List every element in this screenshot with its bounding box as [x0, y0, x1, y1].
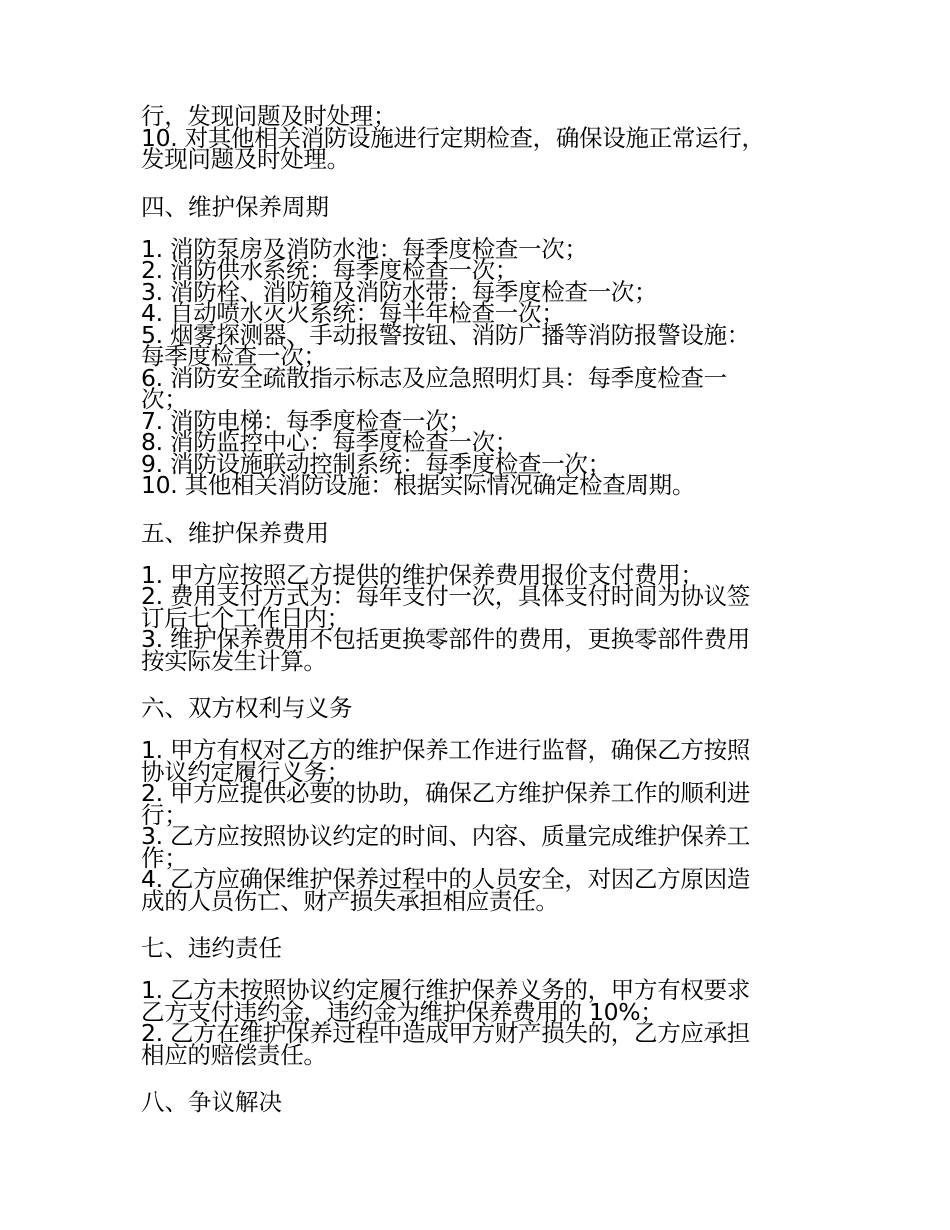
text-line: 10. 对其他相关消防设施进行定期检查，确保设施正常运行， [141, 123, 765, 152]
text-line: 3. 维护保养费用不包括更换零部件的费用，更换零部件费用 [141, 625, 750, 653]
text-line: 3. 乙方应按照协议约定的时间、内容、质量完成维护保养工 [141, 822, 750, 850]
section-body [141, 736, 801, 915]
text-line: 2. 乙方在维护保养过程中造成甲方财产损失的，乙方应承担 [141, 1019, 750, 1047]
text-line: 乙方支付违约金，违约金为维护保养费用的 10%； [141, 997, 664, 1026]
text-line: 1. 甲方应按照乙方提供的维护保养费用报价支付费用； [141, 560, 704, 589]
text-line: 2. 费用支付方式为：每年支付一次，具体支付时间为协议签 [141, 582, 750, 610]
text-line: 行； [141, 800, 188, 829]
section-heading: 四、维护保养周期 [141, 192, 329, 221]
text-line: 2. 甲方应提供必要的协助，确保乙方维护保养工作的顺利进 [141, 779, 750, 807]
text-line: 行，发现问题及时处理； [141, 102, 397, 130]
section-heading: 六、双方权利与义务 [141, 694, 353, 722]
text-line: 次； [141, 385, 188, 413]
text-line: 按实际发生计算。 [141, 646, 327, 675]
section-heading: 五、维护保养费用 [141, 518, 329, 547]
text-line: 作； [141, 843, 188, 872]
text-line: 6. 消防安全疏散指示标志及应急照明灯具：每季度检查一 [141, 363, 727, 392]
text-line: 8. 消防监控中心：每季度检查一次； [141, 428, 518, 456]
text-line: 4. 自动喷水灭火系统：每半年检查一次； [141, 299, 565, 327]
section-body [141, 976, 801, 1069]
section-heading: 八、争议解决 [141, 1088, 282, 1116]
text-line: 10. 其他相关消防设施：根据实际情况确定检查周期。 [141, 471, 696, 499]
text-line: 3. 消防栓、消防箱及消防水带：每季度检查一次； [141, 277, 658, 306]
text-line: 1. 消防泵房及消防水池：每季度检查一次； [141, 234, 588, 263]
text-line: 4. 乙方应确保维护保养过程中的人员安全，对因乙方原因造 [141, 865, 750, 893]
intro-block [141, 102, 801, 173]
text-line: 协议约定履行义务； [141, 757, 350, 786]
section-body [141, 234, 801, 499]
text-line: 发现问题及时处理。 [141, 145, 350, 173]
text-line: 5. 烟雾探测器、手动报警按钮、消防广播等消防报警设施： [141, 320, 750, 349]
text-line: 订后七个工作日内； [141, 603, 350, 632]
section-heading: 七、违约责任 [141, 934, 282, 962]
document-page [141, 102, 801, 1116]
text-line: 1. 甲方有权对乙方的维护保养工作进行监督，确保乙方按照 [141, 736, 750, 764]
text-line: 相应的赔偿责任。 [141, 1040, 327, 1069]
section-body [141, 560, 801, 675]
text-line: 每季度检查一次； [141, 342, 327, 370]
text-line: 2. 消防供水系统：每季度检查一次； [141, 256, 518, 284]
text-line: 9. 消防设施联动控制系统：每季度检查一次； [141, 449, 611, 478]
text-line: 成的人员伤亡、财产损失承担相应责任。 [141, 886, 559, 915]
text-line: 1. 乙方未按照协议约定履行维护保养义务的，甲方有权要求 [141, 976, 750, 1004]
text-line: 7. 消防电梯：每季度检查一次； [141, 406, 472, 435]
